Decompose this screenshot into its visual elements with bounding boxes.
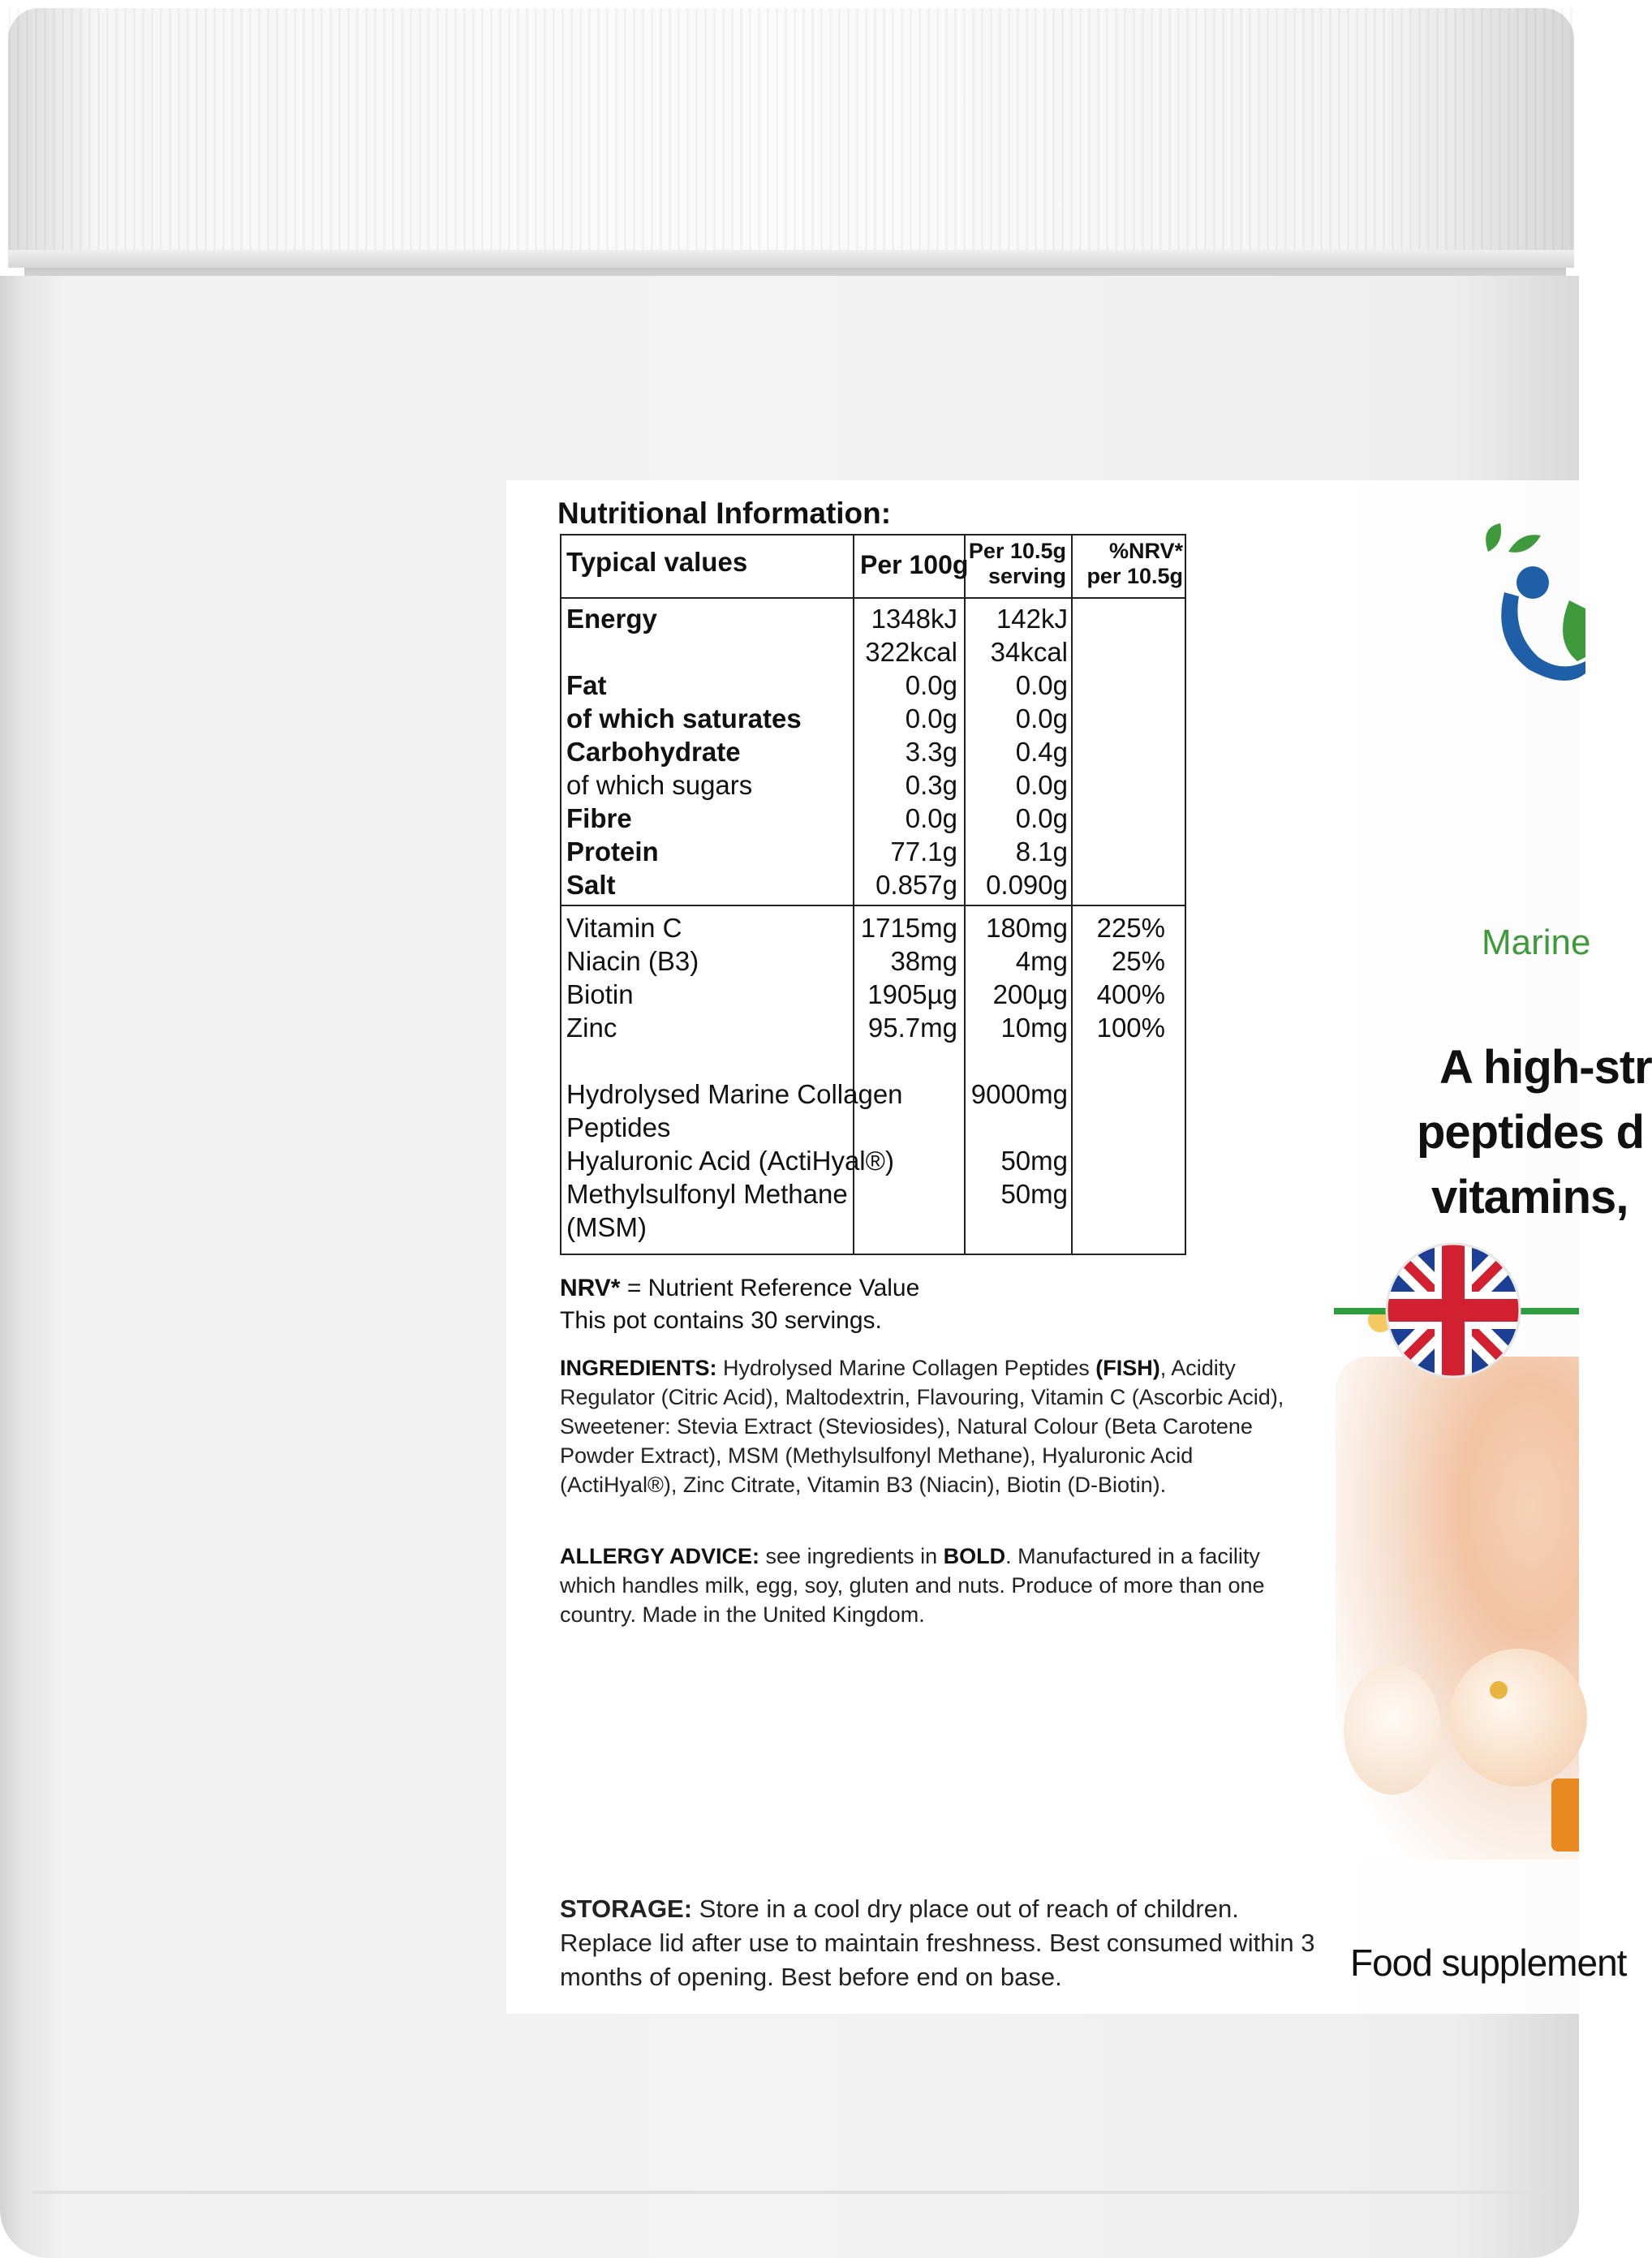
table-col-divider [964,535,966,1254]
row-per100: 1715mg [860,913,957,943]
header-nrv-line1: %NRV* [1108,539,1183,563]
header-per-100g: Per 100g [860,550,969,579]
allergy-text: see ingredients in [759,1544,944,1568]
row-label: Salt [566,870,616,900]
row-serving: 34kcal [990,637,1068,667]
brand-logo-icon [1472,519,1585,682]
row-serving: 50mg [1000,1146,1068,1176]
row-serving: 180mg [986,913,1068,943]
row-serving: 8.1g [1015,837,1068,867]
storage-paragraph [560,1892,1323,1994]
row-serving: 200µg [992,979,1068,1009]
row-per100: 0.0g [905,703,957,733]
row-serving: 10mg [1000,1013,1068,1043]
row-nrv: 100% [1096,1013,1165,1043]
row-per100: 0.3g [905,770,957,800]
product-tagline: Marine [1482,923,1591,962]
row-label: Hyaluronic Acid (ActiHyal®) [566,1146,894,1176]
row-label: Fibre [566,803,632,833]
headline-line-3: vitamins, [1431,1171,1628,1224]
header-nrv [1074,539,1183,589]
row-label: Methylsulfonyl Methane [566,1179,848,1209]
nrv-footnote [560,1272,919,1305]
food-supplement-text: Food supplement [1350,1942,1627,1984]
ingredients-text-cont: , Acidity Regulator (Citric Acid), Maltodextrin, Flavouring, Vitamin C (Ascorbic Acid), Sweetener: Stevia Extract (Steviosides), Natural Colour (Beta Carotene Powder Extract), MSM (Methylsulfonyl Methane), Hyaluronic Acid (ActiHyal®), Zinc Citrate, Vitamin B3 (Niacin), Biotin (D-Biotin). [560,1356,1284,1497]
row-label: Energy [566,604,657,634]
row-per100: 95.7mg [867,1013,957,1043]
ingredients-label: INGREDIENTS: [560,1356,717,1380]
headline-line-2: peptides d [1417,1106,1645,1159]
header-per-serving [967,539,1066,589]
row-per100: 0.0g [905,670,957,700]
row-per100: 0.857g [875,870,957,900]
allergy-paragraph [560,1542,1306,1629]
pot-lid [8,8,1574,268]
row-serving: 0.090g [986,870,1068,900]
row-nrv: 400% [1096,979,1165,1009]
nrv-label: NRV* [560,1275,621,1301]
row-label: Fat [566,670,607,700]
allergy-bold-word: BOLD [943,1544,1006,1568]
nutrition-table [560,534,1186,1255]
product-label [506,480,1652,2014]
row-serving: 9000mg [970,1079,1068,1109]
orange-badge-edge [1551,1778,1579,1852]
allergy-text-cont: . Manufactured in a facility which handles milk, egg, soy, gluten and nuts. Produce of more than one country. Made in the United Kingdom. [560,1544,1265,1627]
gold-droplet [1490,1681,1508,1699]
row-serving: 0.0g [1015,703,1068,733]
row-label: Niacin (B3) [566,946,699,976]
row-serving: 142kJ [996,604,1068,634]
row-label-cont: (MSM) [566,1212,647,1242]
header-per-serving-line2: serving [987,564,1066,588]
collagen-bubble [1344,1665,1441,1795]
row-serving: 0.0g [1015,803,1068,833]
row-per100: 77.1g [890,837,957,867]
row-serving: 50mg [1000,1179,1068,1209]
row-serving: 0.0g [1015,670,1068,700]
row-label: Hydrolysed Marine Collagen [566,1079,903,1109]
ingredients-paragraph [560,1353,1306,1499]
header-typical-values: Typical values [566,547,748,577]
row-label: Vitamin C [566,913,682,943]
uk-flag-icon [1384,1241,1522,1379]
headline-line-1: A high-str [1439,1041,1652,1094]
row-serving: 0.4g [1015,737,1068,767]
allergen-fish: (FISH) [1095,1356,1160,1380]
row-per100: 1348kJ [871,604,957,634]
row-per100: 3.3g [905,737,957,767]
servings-note: This pot contains 30 servings. [560,1307,882,1334]
row-label: Carbohydrate [566,737,741,767]
lid-ridges [8,8,1574,268]
nutrition-title: Nutritional Information: [557,497,892,530]
row-per100: 0.0g [905,803,957,833]
row-per100: 322kcal [865,637,957,667]
collagen-bubble [1449,1649,1587,1787]
storage-text: Store in a cool dry place out of reach of children. Replace lid after use to maintain freshness. Best consumed within 3 months of opening. Best before end on base. [560,1895,1315,1991]
table-col-divider [1071,535,1073,1254]
row-label: Zinc [566,1013,617,1043]
collagen-swirl-image [1336,1357,1579,1860]
nrv-text: = Nutrient Reference Value [620,1275,920,1301]
row-label: Biotin [566,979,634,1009]
row-per100: 1905µg [867,979,957,1009]
header-per-serving-line1: Per 10.5g [968,539,1066,563]
lid-rim [8,250,1574,268]
row-serving: 4mg [1015,946,1068,976]
storage-label: STORAGE: [560,1895,693,1923]
row-nrv: 225% [1096,913,1165,943]
row-per100: 38mg [890,946,957,976]
row-label: Protein [566,837,659,867]
row-serving: 0.0g [1015,770,1068,800]
row-label: of which saturates [566,703,802,733]
table-row-divider [561,905,1185,906]
row-label-cont: Peptides [566,1112,671,1142]
header-nrv-line2: per 10.5g [1086,564,1183,588]
pot-base-line [32,2191,1547,2194]
table-row-divider [561,597,1185,599]
ingredients-text: Hydrolysed Marine Collagen Peptides [716,1356,1096,1380]
allergy-label: ALLERGY ADVICE: [560,1544,760,1568]
row-label: of which sugars [566,770,753,800]
row-nrv: 25% [1111,946,1165,976]
